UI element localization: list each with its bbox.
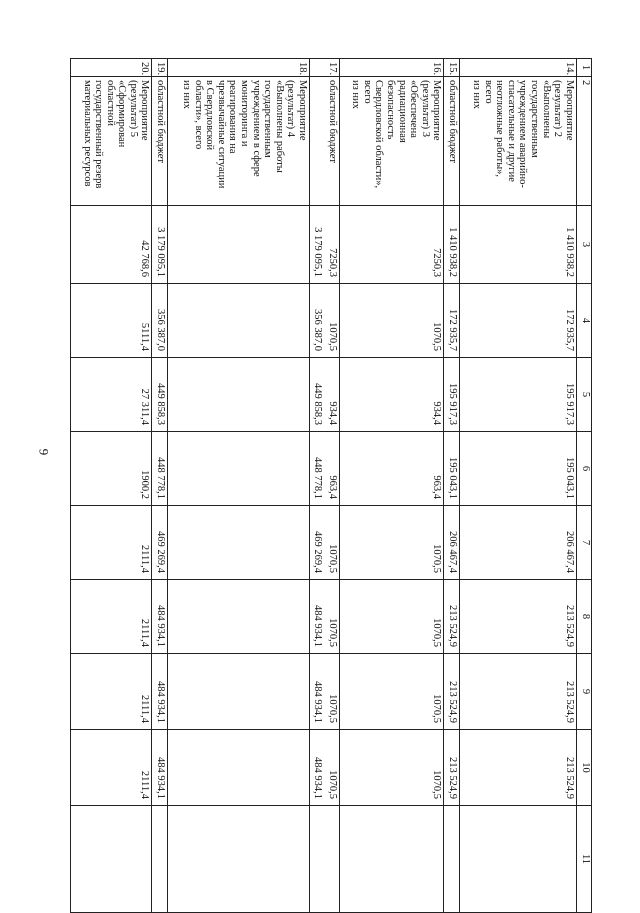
row-number: 20.: [71, 59, 152, 77]
table-cell: 213 524,9: [460, 730, 577, 806]
row-name: областной бюджет: [152, 77, 168, 206]
column-header: 2: [576, 77, 591, 206]
table-row: [340, 59, 444, 913]
table-cell: [310, 654, 340, 730]
table-cell: [168, 206, 310, 284]
table-cell: [71, 806, 152, 913]
table-cell: 1070,5: [340, 580, 444, 654]
table-cell: 449 858,3: [152, 358, 168, 432]
table-cell: [310, 432, 340, 506]
cell-value-total: 484 934,1: [311, 605, 323, 647]
column-header: 1: [576, 59, 591, 77]
cell-value-total: 356 387,0: [311, 309, 323, 351]
row-number: 18.: [168, 59, 310, 77]
table-cell: [310, 730, 340, 806]
table-cell: 172 935,7: [444, 284, 460, 358]
table-cell: 5111,4: [71, 284, 152, 358]
table-cell: 1070,5: [340, 506, 444, 580]
page-number: 6: [36, 448, 51, 456]
table-cell: [460, 806, 577, 913]
column-header: 11: [576, 806, 591, 913]
table-cell: 195 917,3: [460, 358, 577, 432]
table-cell: 213 524,9: [444, 730, 460, 806]
table-row: [168, 59, 310, 913]
table-cell: [152, 806, 168, 913]
row-number: 17.: [310, 59, 340, 77]
row-name: Мероприятие (результат) 2 «Выполнены государственным учреждением аварийно- спасательные и другие неотложные работы», всего из них: [460, 77, 577, 206]
cell-value: 1070,5: [327, 544, 339, 573]
table-cell: 3 179 095,1: [152, 206, 168, 284]
table-cell: 7250,3: [340, 206, 444, 284]
cell-value-total: 469 269,4: [311, 531, 323, 573]
budget-table-rotated: [70, 58, 592, 892]
table-cell: 484 934,1: [152, 730, 168, 806]
cell-value: 1070,5: [327, 322, 339, 351]
table-cell: 1070,5: [340, 654, 444, 730]
cell-value: 934,4: [327, 401, 339, 425]
row-name: Мероприятие (результат) 3 «Обеспечена радиационная безопасность Свердловской области», всего из них: [340, 77, 444, 206]
column-header: 6: [576, 432, 591, 506]
column-header: 4: [576, 284, 591, 358]
table-row: [152, 59, 168, 913]
table-cell: 195 917,3: [444, 358, 460, 432]
table-cell: 42 768,6: [71, 206, 152, 284]
table-cell: [310, 580, 340, 654]
table-cell: [168, 432, 310, 506]
cell-value: 1070,5: [327, 694, 339, 723]
column-header: 9: [576, 654, 591, 730]
cell-value: 963,4: [327, 475, 339, 499]
cell-value-total: 484 934,1: [311, 681, 323, 723]
row-name: Мероприятие (результат) 5 «Сформирован областной государственный резерв материальных ресурсов: [71, 77, 152, 206]
budget-table: [70, 58, 592, 913]
table-cell: 469 269,4: [152, 506, 168, 580]
table-cell: 213 524,9: [460, 580, 577, 654]
table-cell: [168, 284, 310, 358]
cell-value: 1070,5: [327, 618, 339, 647]
table-cell: 1070,5: [340, 730, 444, 806]
header-row: [576, 59, 591, 913]
column-header: 8: [576, 580, 591, 654]
row-number: 15.: [444, 59, 460, 77]
table-cell: [168, 580, 310, 654]
table-cell: 195 043,1: [444, 432, 460, 506]
cell-value: 7250,3: [327, 248, 339, 277]
table-cell: 448 778,1: [152, 432, 168, 506]
table-cell: 2111,4: [71, 580, 152, 654]
column-header: 10: [576, 730, 591, 806]
row-name: областной бюджет: [444, 77, 460, 206]
cell-value: 1070,5: [327, 770, 339, 799]
column-header: 7: [576, 506, 591, 580]
row-number: 16.: [340, 59, 444, 77]
table-cell: [444, 806, 460, 913]
table-cell: 1900,2: [71, 432, 152, 506]
table-cell: 27 311,4: [71, 358, 152, 432]
table-cell: [310, 358, 340, 432]
cell-value-total: 484 934,1: [311, 757, 323, 799]
cell-value-total: 449 858,3: [311, 383, 323, 425]
table-cell: 213 524,9: [444, 580, 460, 654]
column-header: 3: [576, 206, 591, 284]
table-cell: 1 410 938,2: [460, 206, 577, 284]
table-cell: 213 524,9: [460, 654, 577, 730]
column-header: 5: [576, 358, 591, 432]
table-row: [71, 59, 152, 913]
table-cell: 2111,4: [71, 730, 152, 806]
table-cell: [168, 806, 310, 913]
table-cell: 484 934,1: [152, 580, 168, 654]
table-cell: 195 043,1: [460, 432, 577, 506]
table-cell: [168, 358, 310, 432]
cell-value-total: 448 778,1: [311, 457, 323, 499]
row-number: 19.: [152, 59, 168, 77]
table-row: [460, 59, 577, 913]
table-cell: [168, 654, 310, 730]
table-cell: 963,4: [340, 432, 444, 506]
table-cell: 1 410 938,2: [444, 206, 460, 284]
table-cell: [168, 506, 310, 580]
table-cell: 1070,5: [340, 284, 444, 358]
table-cell: [310, 206, 340, 284]
table-cell: 356 387,0: [152, 284, 168, 358]
table-cell: 484 934,1: [152, 654, 168, 730]
row-name: областной бюджет: [310, 77, 340, 206]
table-cell: 172 935,7: [460, 284, 577, 358]
table-cell: [168, 730, 310, 806]
table-cell: 934,4: [340, 358, 444, 432]
table-cell: [310, 506, 340, 580]
row-number: 14.: [460, 59, 577, 77]
cell-value-total: 3 179 095,1: [311, 227, 323, 277]
table-cell: [340, 806, 444, 913]
table-row: [444, 59, 460, 913]
table-row: [310, 59, 340, 913]
table-cell: 213 524,9: [444, 654, 460, 730]
table-cell: 206 467,4: [444, 506, 460, 580]
table-cell: [310, 284, 340, 358]
table-cell: 206 467,4: [460, 506, 577, 580]
table-cell: 2111,4: [71, 506, 152, 580]
row-name: Мероприятие (результат) 4 «Выполнены работы государственным учреждением в сфере мониторинга и реагирования на чрезвычайные ситуации в Свердловской области», всего из них: [168, 77, 310, 206]
table-cell: [310, 806, 340, 913]
table-cell: 2111,4: [71, 654, 152, 730]
